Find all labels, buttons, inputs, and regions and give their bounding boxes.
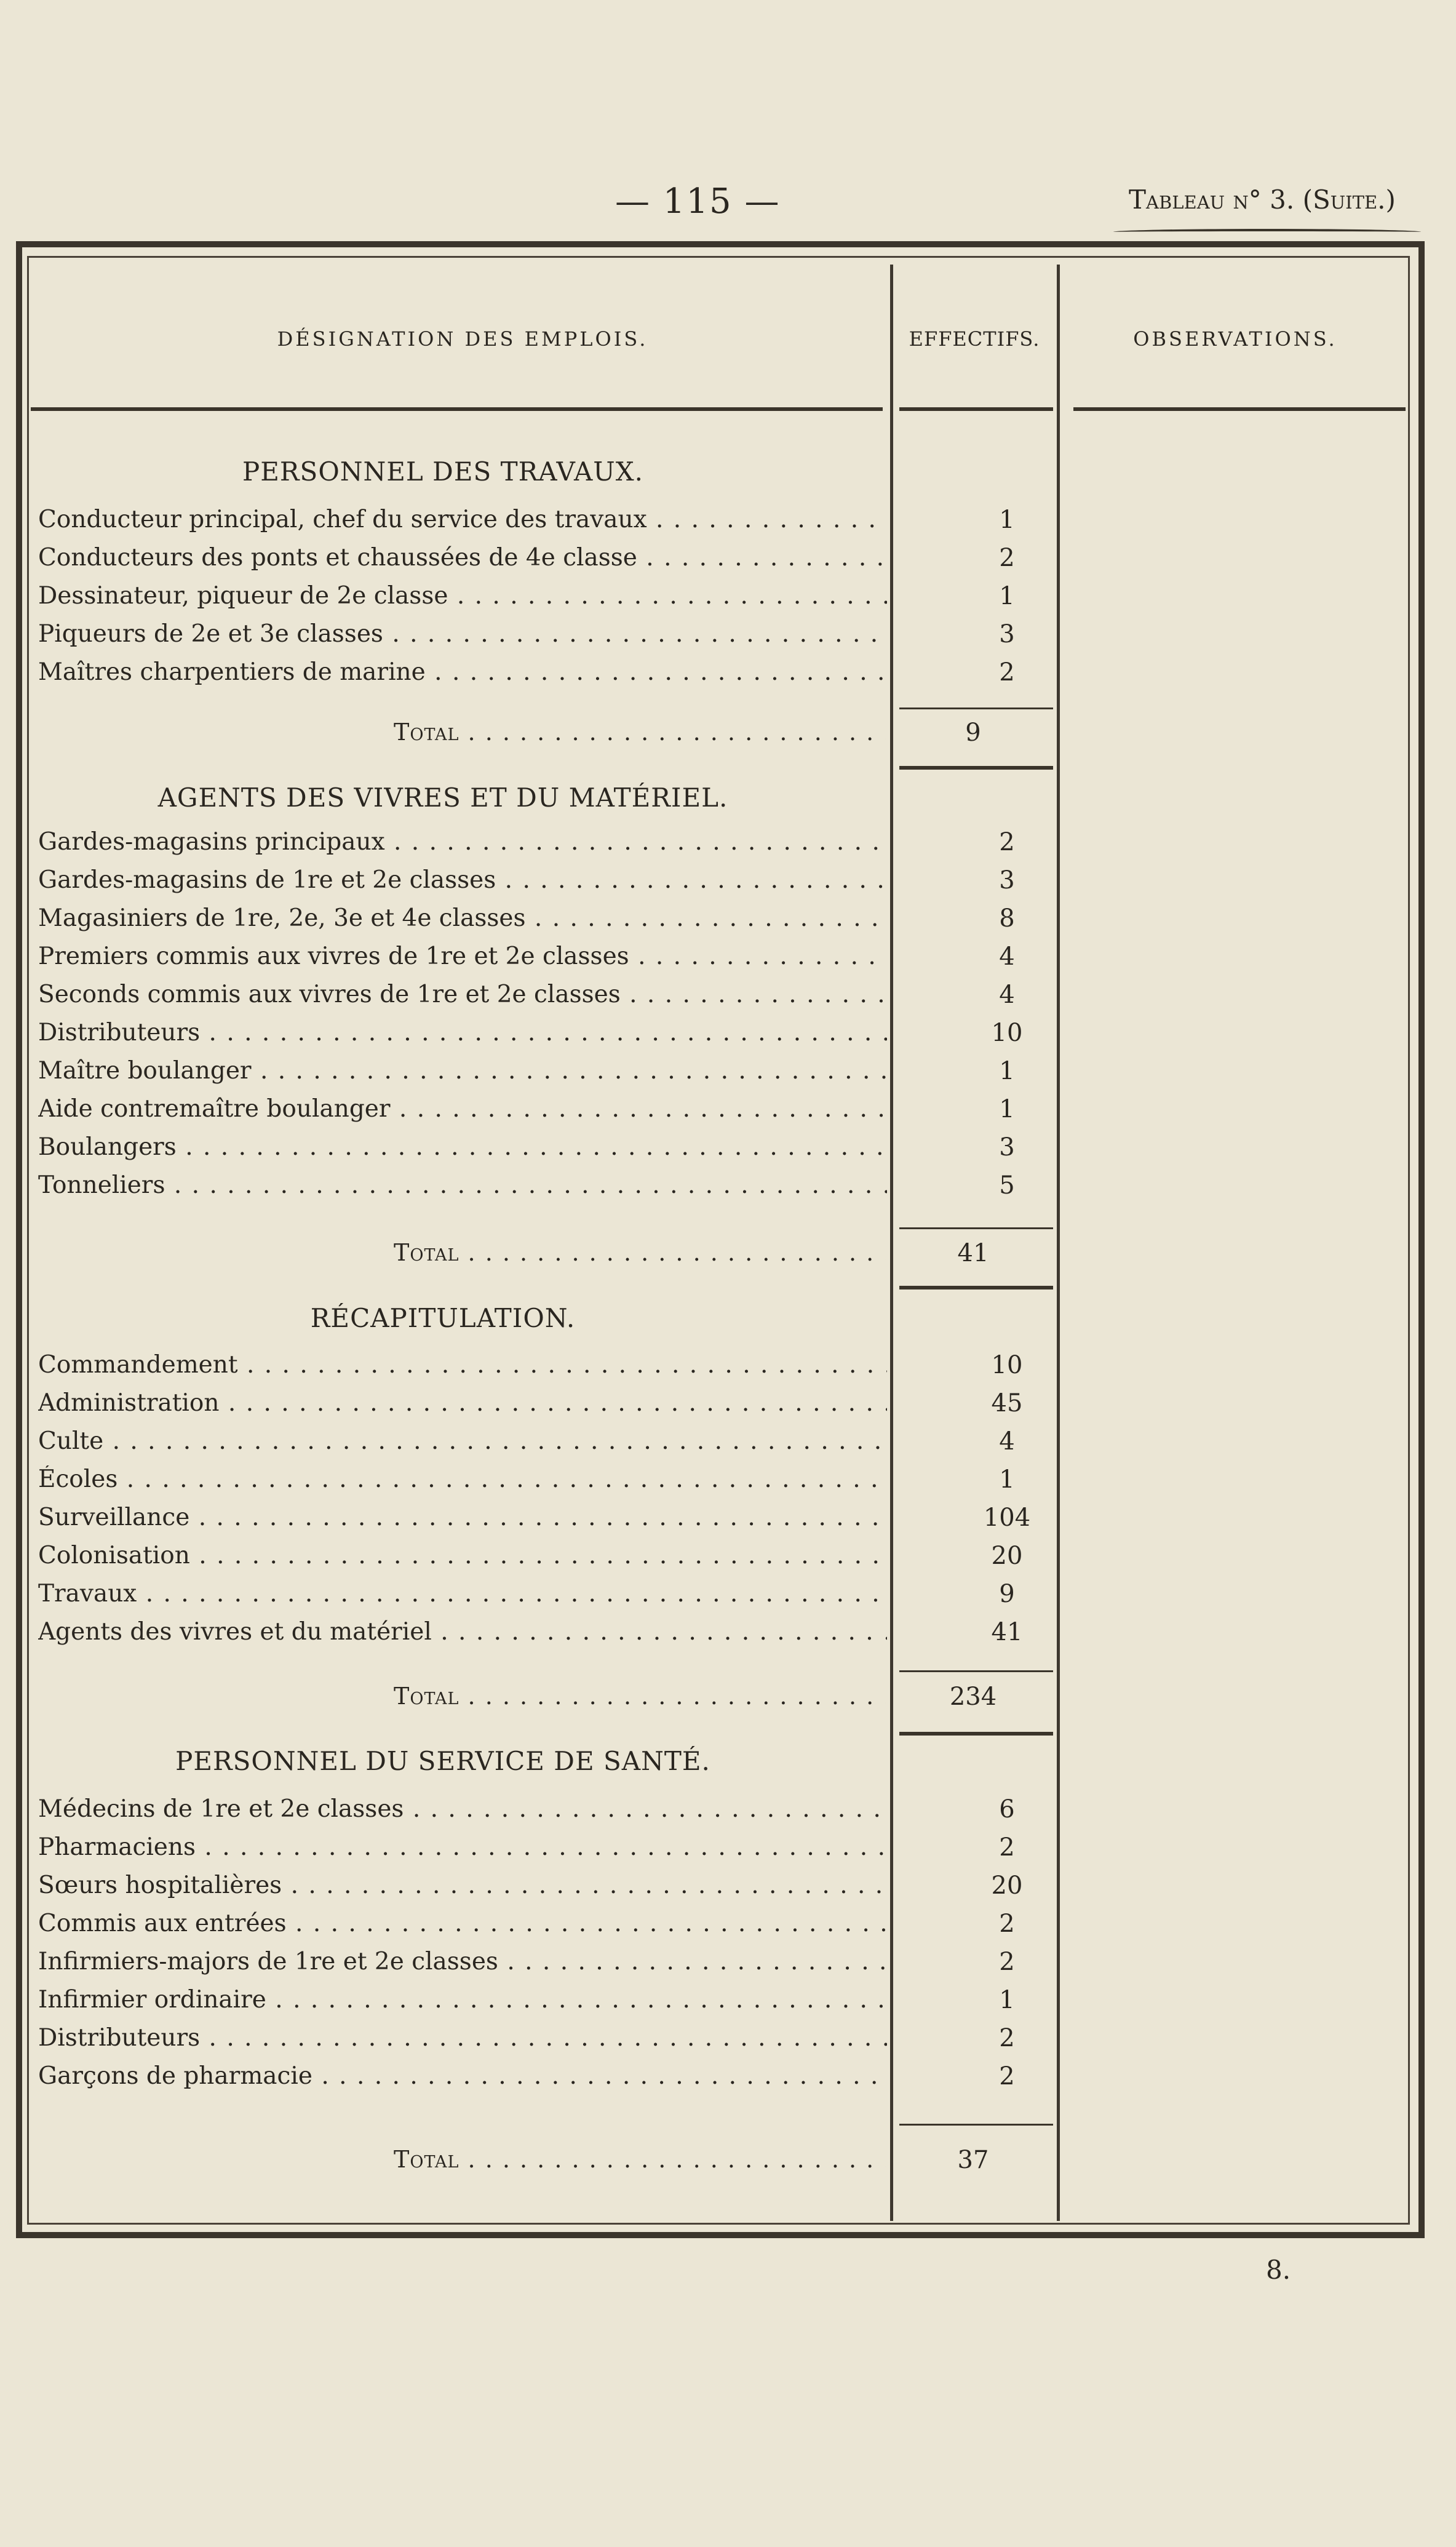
row-value: 4 [999, 981, 1015, 1009]
table-row [38, 866, 1015, 904]
sum-rule [899, 766, 1053, 770]
table-reference: Tableau n° 3. (Suite.) [1129, 185, 1396, 215]
row-value: 4 [999, 1427, 1015, 1456]
row-label: Infirmiers-majors de 1re et 2e classes . . . [38, 1948, 887, 1975]
table-row [38, 981, 1015, 1019]
row-value: 2 [999, 2024, 1015, 2052]
row-value: 2 [999, 2062, 1015, 2091]
table-row [38, 506, 1015, 544]
row-value: 2 [999, 1948, 1015, 1976]
sum-rule [899, 1670, 1053, 1672]
table-row [38, 1948, 1015, 1986]
table-row [38, 1871, 1023, 1910]
page-header-number: — 115 — [615, 181, 781, 221]
row-label: Travaux . . . [38, 1580, 887, 1608]
row-label: Infirmier ordinaire . . . [38, 1986, 887, 2014]
total-label: Total . . . [394, 1683, 886, 1710]
row-label: Pharmaciens . . . [38, 1833, 887, 1861]
table-row [38, 1389, 1023, 1427]
row-label: Gardes-magasins de 1re et 2e classes . . . [38, 866, 887, 894]
table-row [38, 658, 1015, 696]
table-row [38, 1833, 1015, 1871]
row-label: Distributeurs . . . [38, 2024, 887, 2052]
table-row [38, 828, 1015, 866]
row-value: 3 [999, 1133, 1015, 1162]
sum-rule [899, 1227, 1053, 1229]
row-value: 104 [983, 1504, 1031, 1532]
row-label: Médecins de 1re et 2e classes . . . [38, 1795, 887, 1823]
total-row-travaux [0, 719, 1058, 757]
total-value: 234 [949, 1683, 997, 1711]
row-label: Tonneliers . . . [38, 1171, 887, 1199]
table-row [38, 1542, 1023, 1580]
row-label: Distributeurs . . . [38, 1019, 887, 1046]
table-row [38, 943, 1015, 981]
table-row [38, 582, 1015, 620]
row-value: 1 [999, 1465, 1015, 1494]
section-title-recap: RÉCAPITULATION. [310, 1303, 576, 1333]
table-row [38, 1910, 1015, 1948]
table-row [38, 1427, 1015, 1465]
row-label: Surveillance . . . [38, 1504, 887, 1531]
row-label: Maître boulanger . . . [38, 1057, 887, 1085]
row-value: 2 [999, 658, 1015, 687]
table-row [38, 1465, 1015, 1504]
row-value: 5 [999, 1171, 1015, 1200]
total-row-sante [0, 2146, 1058, 2184]
table-row [38, 1618, 1023, 1656]
row-value: 1 [999, 1095, 1015, 1123]
total-value: 41 [957, 1239, 989, 1267]
row-label: Agents des vivres et du matériel . . . [38, 1618, 887, 1646]
row-value: 10 [991, 1351, 1023, 1379]
sum-rule [899, 2124, 1053, 2126]
row-label: Magasiniers de 1re, 2e, 3e et 4e classes . . . [38, 904, 887, 932]
row-label: Premiers commis aux vivres de 1re et 2e classes . . . [38, 943, 887, 970]
row-value: 3 [999, 620, 1015, 648]
row-value: 1 [999, 1986, 1015, 2014]
row-label: Culte . . . [38, 1427, 887, 1455]
row-value: 4 [999, 943, 1015, 971]
row-label: Seconds commis aux vivres de 1re et 2e classes . . . [38, 981, 887, 1008]
table-row [38, 904, 1015, 943]
row-label: Conducteur principal, chef du service des travaux . . . [38, 506, 887, 533]
row-label: Aide contremaître boulanger . . . [38, 1095, 887, 1123]
table-row [38, 1171, 1015, 1210]
column-header-effectifs: EFFECTIFS. [909, 327, 1040, 351]
table-row [38, 1580, 1015, 1618]
table-row [38, 620, 1015, 658]
row-label: Maîtres charpentiers de marine . . . [38, 658, 887, 686]
row-label: Boulangers . . . [38, 1133, 887, 1161]
table-row [38, 1095, 1015, 1133]
row-value: 1 [999, 582, 1015, 610]
total-value: 9 [965, 719, 981, 747]
header-rule-designation [31, 407, 883, 411]
table-row [38, 1795, 1015, 1833]
row-value: 2 [999, 1833, 1015, 1862]
total-label: Total . . . [394, 2146, 886, 2173]
row-value: 20 [991, 1871, 1023, 1900]
row-value: 1 [999, 506, 1015, 534]
row-value: 45 [991, 1389, 1023, 1417]
row-value: 20 [991, 1542, 1023, 1570]
row-value: 2 [999, 544, 1015, 572]
page-footer-mark: 8. [1266, 2255, 1291, 2285]
row-label: Commis aux entrées . . . [38, 1910, 887, 1937]
row-label: Administration . . . [38, 1389, 887, 1417]
row-value: 6 [999, 1795, 1015, 1824]
total-row-recap [0, 1683, 1058, 1721]
table-row [38, 1057, 1015, 1095]
sum-rule [899, 708, 1053, 709]
column-header-observations: OBSERVATIONS. [1133, 327, 1337, 351]
section-title-vivres: AGENTS DES VIVRES ET DU MATÉRIEL. [157, 783, 728, 813]
row-label: Piqueurs de 2e et 3e classes . . . [38, 620, 887, 648]
table-row [38, 1133, 1015, 1171]
total-row-vivres [0, 1239, 1058, 1277]
row-value: 10 [991, 1019, 1023, 1047]
sum-rule [899, 1732, 1053, 1736]
table-row [38, 2062, 1015, 2100]
row-label: Écoles . . . [38, 1465, 887, 1493]
row-label: Sœurs hospitalières . . . [38, 1871, 887, 1899]
table-reference-rule [1113, 229, 1421, 235]
row-label: Commandement . . . [38, 1351, 887, 1379]
table-row [38, 1019, 1023, 1057]
row-value: 8 [999, 904, 1015, 933]
table-row [38, 1986, 1015, 2024]
row-label: Colonisation . . . [38, 1542, 887, 1569]
total-label: Total . . . [394, 1239, 886, 1266]
row-value: 1 [999, 1057, 1015, 1085]
row-value: 3 [999, 866, 1015, 895]
sum-rule [899, 1286, 1053, 1289]
row-value: 9 [999, 1580, 1015, 1608]
row-label: Dessinateur, piqueur de 2e classe . . . [38, 582, 887, 610]
row-label: Gardes-magasins principaux . . . [38, 828, 887, 856]
section-title-travaux: PERSONNEL DES TRAVAUX. [242, 456, 643, 487]
table-row [38, 2024, 1015, 2062]
row-label: Garçons de pharmacie . . . [38, 2062, 887, 2090]
table-row [38, 1504, 1031, 1542]
total-label: Total . . . [394, 719, 886, 746]
column-header-designation: DÉSIGNATION DES EMPLOIS. [277, 327, 648, 351]
section-title-sante: PERSONNEL DU SERVICE DE SANTÉ. [175, 1746, 710, 1776]
row-value: 2 [999, 828, 1015, 856]
table-row [38, 1351, 1023, 1389]
row-value: 2 [999, 1910, 1015, 1938]
header-rule-effectifs [899, 407, 1053, 411]
header-rule-observations [1073, 407, 1406, 411]
table-row [38, 544, 1015, 582]
total-value: 37 [957, 2146, 989, 2174]
row-value: 41 [991, 1618, 1023, 1646]
row-label: Conducteurs des ponts et chaussées de 4e classe . . . [38, 544, 887, 572]
